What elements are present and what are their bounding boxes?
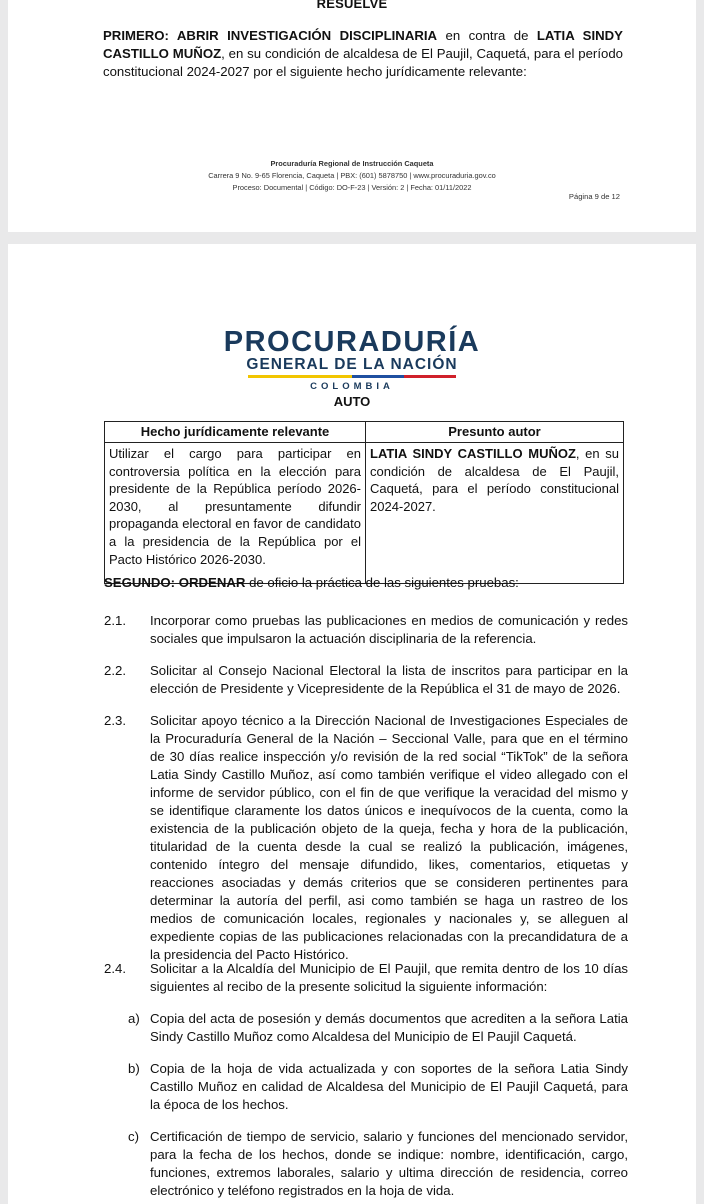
document-page-9 — [8, 0, 696, 232]
item-text: Solicitar al Consejo Nacional Electoral la lista de inscritos para participar en la elección de Presidente y Vicepresidente de la República el 31 de mayo de 2026. — [150, 663, 628, 696]
item-number: 2.3. — [104, 713, 126, 728]
autor-name: LATIA SINDY CASTILLO MUÑOZ — [370, 446, 576, 461]
footer-address: Carrera 9 No. 9-65 Florencia, Caqueta | PBX: (601) 5878750 | www.procuraduria.gov.co — [208, 171, 496, 180]
primero-label: PRIMERO — [103, 28, 165, 43]
logo-line2: GENERAL DE LA NACIÓN — [246, 356, 458, 373]
item-text: Solicitar a la Alcaldía del Municipio de El Paujil, que remita dentro de los 10 días siguientes al recibo de la presente solicitud la siguiente información: — [150, 961, 628, 994]
sub-item-letter: a) — [128, 1011, 140, 1026]
footer-process: Proceso: Documental | Código: DO-F-23 | Versión: 2 | Fecha: 01/11/2022 — [232, 183, 472, 192]
sub-item — [116, 1128, 628, 1200]
segundo-paragraph — [104, 575, 624, 590]
document-page-10 — [8, 244, 696, 1204]
autor-detail: , en su condición de alcaldesa de El Paujil, Caquetá, para el período constitucional 2024-2027. — [370, 446, 619, 514]
item-text: Incorporar como pruebas las publicaciones en medios de comunicación y redes sociales que impulsaron la actuación disciplinaria de la referencia. — [150, 613, 628, 646]
item-number: 2.4. — [104, 961, 126, 976]
hecho-cell: Utilizar el cargo para participar en controversia política en la elección para presidente de la República período 2026-2030, al presuntamente difundir propaganda electoral en favor de candidato a la presidencia de la República por el Pacto Histórico 2026-2030. — [105, 443, 366, 584]
primero-text: en contra de — [437, 28, 537, 43]
table-row — [105, 443, 624, 584]
list-item — [104, 612, 628, 648]
sub-item-letter: b) — [128, 1061, 140, 1076]
list-item — [104, 960, 628, 996]
list-item — [104, 712, 628, 964]
segundo-label: SEGUNDO: ORDENAR — [104, 575, 246, 590]
footer-org: Procuraduría Regional de Instrucción Caqueta — [270, 159, 434, 168]
auto-heading: AUTO — [333, 394, 371, 409]
sub-item-letter: c) — [128, 1129, 139, 1144]
page-footer — [8, 158, 696, 194]
procuraduria-logo — [8, 328, 696, 392]
item-number: 2.1. — [104, 613, 126, 628]
logo-line1: PROCURADURÍA — [223, 326, 481, 358]
primero-action: ABRIR INVESTIGACIÓN DISCIPLINARIA — [176, 28, 438, 43]
page-number: Página 9 de 12 — [568, 192, 620, 201]
sub-item-text: Certificación de tiempo de servicio, salario y funciones del mencionado servidor, para la fecha de los hechos, donde se indique: nombre, identificación, cargo, funciones, extremos laborales, salario y ultima dirección de residencia, correo electrónico y teléfono registrados en la hoja de vida. — [150, 1129, 628, 1198]
autor-cell — [366, 443, 624, 584]
sub-item-text: Copia de la hoja de vida actualizada y con soportes de la señora Latia Sindy Castillo Muñoz en calidad de Alcaldesa del Municipio de El Paujil Caquetá, para la época de los hechos. — [150, 1061, 628, 1112]
investigated-name: LATIA SINDY CASTILLO MUÑOZ — [103, 28, 623, 61]
hechos-table — [104, 421, 624, 584]
sub-item-text: Copia del acta de posesión y demás documentos que acrediten a la señora Latia Sindy Castillo Muñoz como Alcaldesa del Municipio de El Paujil Caquetá. — [150, 1011, 628, 1044]
table-header-autor: Presunto autor — [366, 422, 624, 443]
logo-line3: COLOMBIA — [310, 381, 394, 392]
sub-item — [116, 1060, 628, 1114]
table-header-hecho: Hecho jurídicamente relevante — [105, 422, 366, 443]
flag-stripe — [248, 375, 456, 378]
primero-paragraph: PRIMERO: ABRIR INVESTIGACIÓN DISCIPLINARIA en contra de LATIA SINDY CASTILLO MUÑOZ, en su condición de alcaldesa de El Paujil, Caquetá, para el período constitucional 2024-2027 por el siguiente hecho jurídicamente relevante: — [103, 28, 623, 79]
primero-text-rest: , en su condición de alcaldesa de El Paujil, Caquetá, para el período constitucional 2024-2027 por el siguiente hecho jurídicamente relevante: — [103, 46, 623, 79]
table-header-row — [105, 422, 624, 443]
section-heading: RESUELVE — [316, 0, 388, 11]
item-text: Solicitar apoyo técnico a la Dirección Nacional de Investigaciones Especiales de la Procuraduría General de la Nación – Seccional Valle, para que en el término de 30 días realice inspección y/o revisión de la red social “TikTok” de la señora Latia Sindy Castillo Muñoz, así como también verifique el video allegado con el informe de servidor público, con el fin de que verifique la veracidad del mismo y se identifique claramente los datos únicos e inequívocos de la cuenta, como la existencia de la publicación objeto de la queja, fecha y hora de la publicación, titularidad de la cuenta desde la cual se realizó la publicación, imágenes, contenido íntegro del mensaje difundido, likes, comentarios, etiquetas y reacciones asociadas y demás criterios que se consideren pertinentes para determinar la autoría del perfil, asi como también se haga un rastreo de los medios de comunicación locales, regionales y nacionales y, se alleguen al expediente copias de las publicaciones relacionadas con la precandidatura de a la presidencia del Pacto Histórico. — [150, 713, 628, 962]
segundo-text: de oficio la práctica de las siguientes pruebas: — [245, 575, 519, 590]
sub-item — [116, 1010, 628, 1046]
list-item — [104, 662, 628, 698]
item-number: 2.2. — [104, 663, 126, 678]
